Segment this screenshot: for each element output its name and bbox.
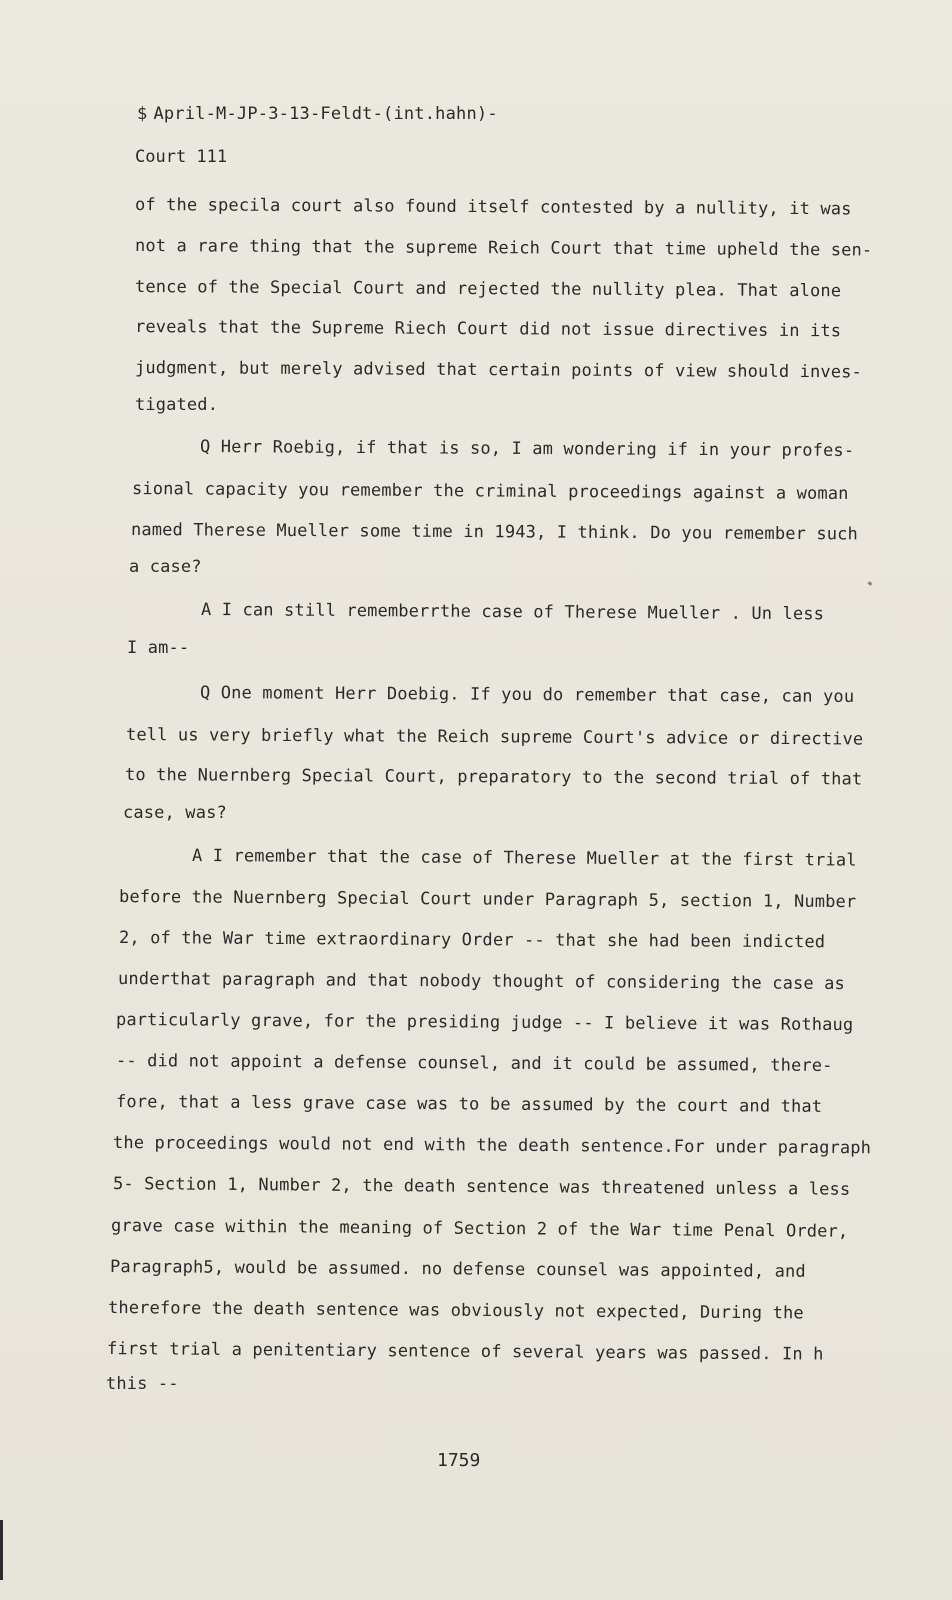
document-header bbox=[137, 104, 498, 124]
body-line: the proceedings would not end with the death sentence.For under paragraph bbox=[112, 1133, 872, 1159]
body-line: tell us very briefly what the Reich supreme Court's advice or directive bbox=[125, 725, 864, 750]
body-line: A I can still rememberrthe case of Therese Mueller . Un less bbox=[200, 600, 825, 625]
body-line: named Therese Mueller some time in 1943, I think. Do you remember such bbox=[130, 520, 859, 545]
body-line: sional capacity you remember the criminal proceedings against a woman bbox=[131, 479, 849, 505]
body-line: underthat paragraph and that nobody thought of considering the case as bbox=[117, 969, 846, 995]
body-line: Q Herr Roebig, if that is so, I am wondering if in your profes- bbox=[199, 437, 855, 461]
page-number: 1759 bbox=[437, 1450, 481, 1471]
body-line: 2, of the War time extraordinary Order -- that she had been indicted bbox=[118, 928, 826, 953]
body-line: Paragraph5, would be assumed. no defense counsel was appointed, and bbox=[109, 1257, 806, 1282]
body-line: judgment, but merely advised that certain points of view should inves- bbox=[134, 358, 863, 383]
body-line: first trial a penitentiary sentence of several years was passed. In h bbox=[106, 1339, 824, 1365]
body-line: grave case within the meaning of Section 2 of the War time Penal Order, bbox=[110, 1216, 849, 1242]
body-line: reveals that the Supreme Riech Court did not issue directives in its bbox=[134, 317, 842, 342]
body-line: tigated. bbox=[135, 395, 219, 415]
scan-edge bbox=[0, 1520, 3, 1580]
body-line: therefore the death sentence was obviously not expected, During the bbox=[107, 1298, 804, 1324]
body-line: A I remember that the case of Therese Mueller at the first trial bbox=[191, 846, 857, 871]
body-line: fore, that a less grave case was to be assumed by the court and that bbox=[115, 1092, 823, 1117]
body-line: this -- bbox=[106, 1374, 179, 1394]
paper-speck bbox=[868, 581, 873, 586]
body-line: a case? bbox=[129, 557, 202, 577]
body-line: case, was? bbox=[123, 803, 227, 823]
body-line: not a rare thing that the supreme Reich Court that time upheld the sen- bbox=[134, 236, 873, 261]
body-line: -- did not appoint a defense counsel, and it could be assumed, there- bbox=[115, 1051, 833, 1077]
body-line: to the Nuernberg Special Court, preparatory to the second trial of that bbox=[124, 765, 863, 790]
reference-line: April-M-JP-3-13-Feldt-(int.hahn)- bbox=[153, 104, 498, 124]
body-line: 5- Section 1, Number 2, the death sentence was threatened unless a less bbox=[112, 1174, 851, 1200]
header-mark: $ bbox=[137, 104, 148, 124]
body-line: Q One moment Herr Doebig. If you do remember that case, can you bbox=[199, 683, 855, 707]
body-line: before the Nuernberg Special Court under Paragraph 5, section 1, Number bbox=[118, 887, 857, 913]
body-line: I am-- bbox=[127, 638, 190, 658]
body-line: of the specila court also found itself contested by a nullity, it was bbox=[134, 195, 852, 220]
body-line: particularly grave, for the presiding judge -- I believe it was Rothaug bbox=[115, 1010, 854, 1036]
body-line: tence of the Special Court and rejected the nullity plea. That alone bbox=[134, 277, 842, 302]
court-label: Court 111 bbox=[135, 147, 228, 167]
